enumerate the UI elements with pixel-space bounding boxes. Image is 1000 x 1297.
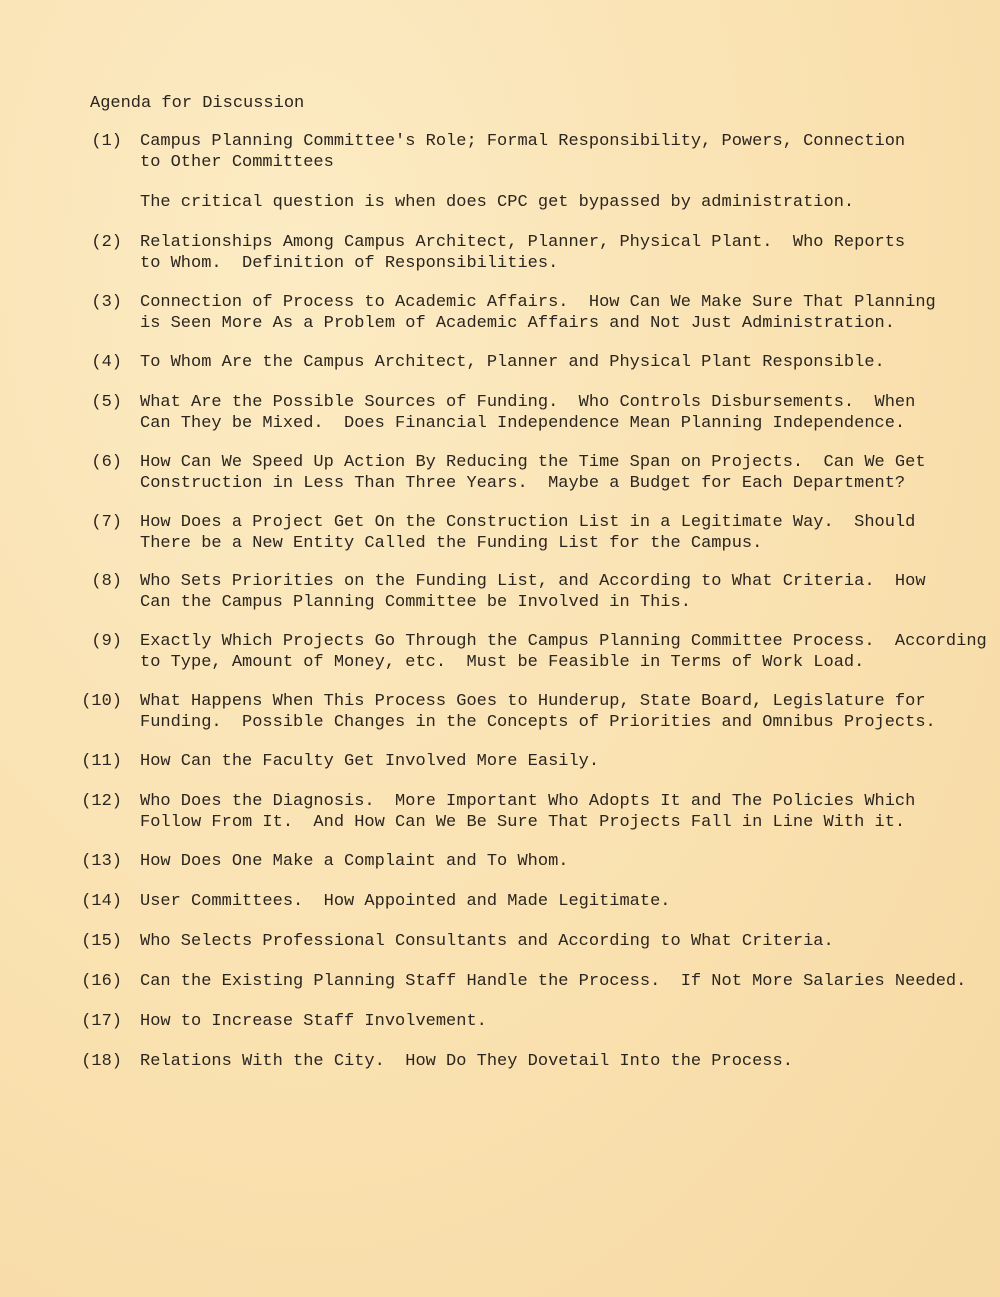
agenda-item-text: [140, 131, 980, 173]
agenda-item-text: [140, 392, 980, 434]
agenda-item-text: [140, 751, 980, 772]
agenda-item-line: What Are the Possible Sources of Funding. Who Controls Disbursements. When: [140, 393, 916, 412]
document-title: Agenda for Discussion: [90, 94, 305, 113]
agenda-item-text: [140, 232, 980, 274]
agenda-item-line: How to Increase Staff Involvement.: [140, 1012, 487, 1031]
note-text: The critical question is when does CPC get bypassed by administration.: [140, 193, 855, 212]
agenda-item-line: Who Selects Professional Consultants and According to What Criteria.: [140, 932, 834, 951]
agenda-item-number: (11): [81, 752, 122, 771]
agenda-item-number: (15): [81, 932, 122, 951]
agenda-item-number: (10): [81, 692, 122, 711]
agenda-item-number: (4): [91, 353, 122, 372]
agenda-item-text: [140, 352, 980, 373]
agenda-item-number: (12): [81, 792, 122, 811]
agenda-item-line: User Committees. How Appointed and Made Legitimate.: [140, 892, 671, 911]
agenda-item-text: [140, 971, 980, 992]
agenda-item-text: [140, 791, 980, 833]
agenda-item-text: [140, 891, 980, 912]
agenda-item-text: [140, 691, 980, 733]
agenda-item-line: Can the Existing Planning Staff Handle the Process. If Not More Salaries Needed.: [140, 972, 967, 991]
agenda-item-text: [140, 851, 980, 872]
agenda-item-line: Can the Campus Planning Committee be Involved in This.: [140, 593, 691, 612]
agenda-item-line: Construction in Less Than Three Years. Maybe a Budget for Each Department?: [140, 474, 906, 493]
agenda-item-number: (3): [91, 293, 122, 312]
agenda-item-number: (18): [81, 1052, 122, 1071]
agenda-item-text: [140, 292, 980, 334]
agenda-item-text: [140, 452, 980, 494]
agenda-item-line: How Can We Speed Up Action By Reducing the Time Span on Projects. Can We Get: [140, 453, 926, 472]
agenda-item-line: Connection of Process to Academic Affairs. How Can We Make Sure That Planning: [140, 293, 936, 312]
agenda-item-line: Who Sets Priorities on the Funding List, and According to What Criteria. How: [140, 572, 926, 591]
agenda-item-line: Funding. Possible Changes in the Concepts of Priorities and Omnibus Projects.: [140, 713, 936, 732]
agenda-item-text: [140, 512, 980, 554]
agenda-item-line: How Does a Project Get On the Construction List in a Legitimate Way. Should: [140, 513, 916, 532]
agenda-item-line: What Happens When This Process Goes to Hunderup, State Board, Legislature for: [140, 692, 926, 711]
agenda-item-number: (14): [81, 892, 122, 911]
agenda-item-line: to Whom. Definition of Responsibilities.: [140, 254, 559, 273]
agenda-item-number: (16): [81, 972, 122, 991]
agenda-item-number: (13): [81, 852, 122, 871]
agenda-item-text: [140, 931, 980, 952]
agenda-item-line: Relationships Among Campus Architect, Planner, Physical Plant. Who Reports: [140, 233, 906, 252]
agenda-item-line: to Other Committees: [140, 153, 334, 172]
agenda-item-number: (9): [91, 632, 122, 651]
agenda-item-text: [140, 1051, 980, 1072]
agenda-item-line: Exactly Which Projects Go Through the Campus Planning Committee Process. According: [140, 632, 987, 651]
agenda-item-text: [140, 631, 987, 673]
agenda-item-number: (17): [81, 1012, 122, 1031]
agenda-item-number: (7): [91, 513, 122, 532]
agenda-item-line: How Does One Make a Complaint and To Whom.: [140, 852, 569, 871]
agenda-item-line: How Can the Faculty Get Involved More Easily.: [140, 752, 600, 771]
agenda-item-text: [140, 1011, 980, 1032]
agenda-item-number: (8): [91, 572, 122, 591]
agenda-item-number: (5): [91, 393, 122, 412]
agenda-item-line: Relations With the City. How Do They Dovetail Into the Process.: [140, 1052, 793, 1071]
agenda-item-line: Campus Planning Committee's Role; Formal Responsibility, Powers, Connection: [140, 132, 906, 151]
agenda-item-text: [140, 571, 980, 613]
agenda-item-number: (2): [91, 233, 122, 252]
agenda-item-line: to Type, Amount of Money, etc. Must be Feasible in Terms of Work Load.: [140, 653, 865, 672]
agenda-item-line: Can They be Mixed. Does Financial Independence Mean Planning Independence.: [140, 414, 906, 433]
agenda-item-line: is Seen More As a Problem of Academic Affairs and Not Just Administration.: [140, 314, 895, 333]
agenda-item-line: Follow From It. And How Can We Be Sure That Projects Fall in Line With it.: [140, 813, 906, 832]
agenda-item-line: To Whom Are the Campus Architect, Planner and Physical Plant Responsible.: [140, 353, 885, 372]
agenda-item-number: (6): [91, 453, 122, 472]
agenda-item-line: Who Does the Diagnosis. More Important Who Adopts It and The Policies Which: [140, 792, 916, 811]
agenda-item-number: (1): [91, 132, 122, 151]
agenda-item-line: There be a New Entity Called the Funding List for the Campus.: [140, 534, 763, 553]
